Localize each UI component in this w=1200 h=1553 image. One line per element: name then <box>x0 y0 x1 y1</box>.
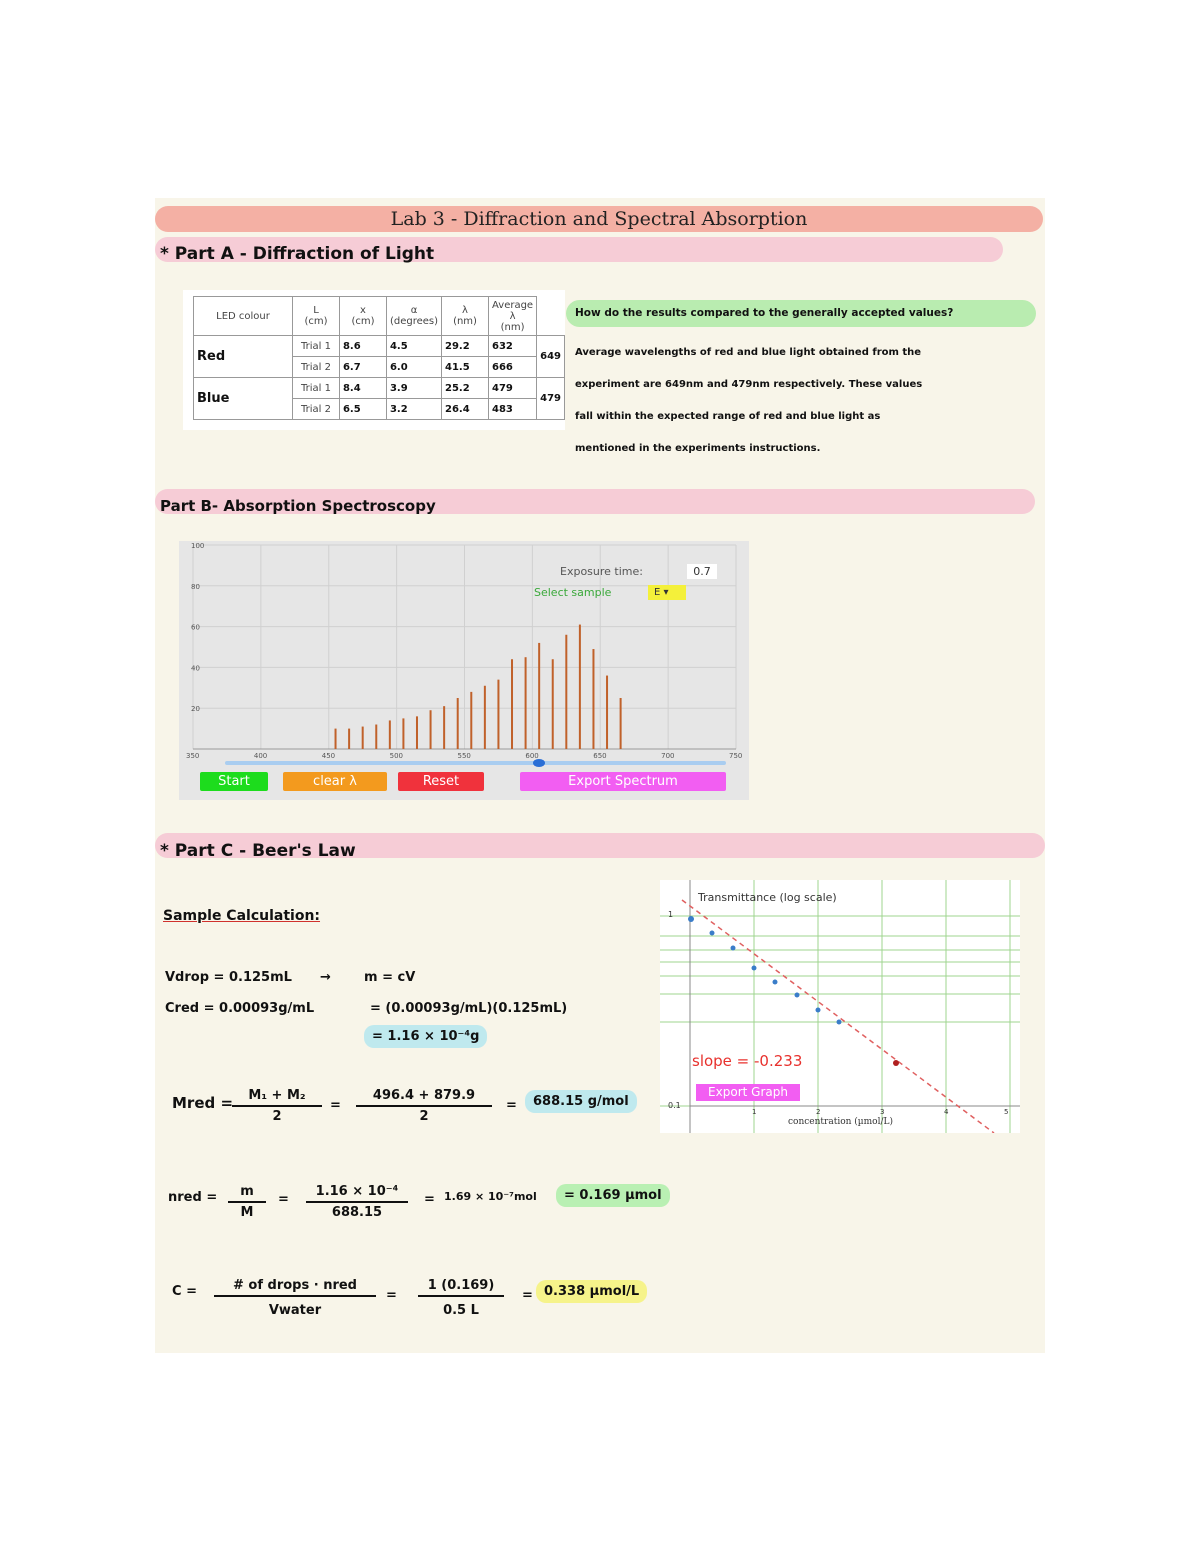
trans-chart-title: Transmittance (log scale) <box>698 891 837 904</box>
spectrum-bar <box>565 635 567 749</box>
equals-sign: = <box>506 1098 517 1113</box>
spectrum-bar <box>375 725 377 749</box>
equals-sign: = <box>278 1192 289 1207</box>
clear-lambda-button[interactable]: clear λ <box>283 772 387 791</box>
nred-result-1: 1.69 × 10⁻⁷mol <box>444 1190 537 1203</box>
spectrum-bar <box>525 657 527 749</box>
table-row: Blue Trial 1 8.4 3.9 25.2 479 479 <box>194 378 565 399</box>
spectrum-bar <box>402 718 404 749</box>
chevron-down-icon: ▾ <box>663 587 669 598</box>
y-tick-label: 80 <box>191 582 200 591</box>
mred-label: Mred = <box>172 1094 234 1112</box>
x-tick: 1 <box>752 1108 757 1116</box>
m-substitution: = (0.00093g/mL)(0.125mL) <box>370 1001 568 1016</box>
sample-calc-label: Sample Calculation: <box>163 908 321 924</box>
y-label-0-1: 0.1 <box>668 1101 681 1110</box>
th-avg: Average λ (nm) <box>489 297 537 336</box>
start-button[interactable]: Start <box>200 772 268 791</box>
answer-line: mentioned in the experiments instructions. <box>575 443 821 454</box>
vdrop-line: Vdrop = 0.125mL <box>165 970 292 985</box>
spectrum-bar <box>335 729 337 749</box>
spectrum-bar <box>552 659 554 749</box>
wavelength-slider-handle <box>533 759 545 767</box>
x-tick: 2 <box>816 1108 821 1116</box>
nred-label: nred = <box>168 1190 218 1205</box>
spectrum-chart <box>179 541 749 800</box>
answer-text <box>575 337 1035 465</box>
table-row: Trial 2 6.5 3.2 26.4 483 <box>194 399 565 420</box>
x-tick-label: 600 <box>525 752 539 760</box>
x-axis-label: concentration (µmol/L) <box>788 1117 893 1127</box>
export-graph-button[interactable]: Export Graph <box>696 1084 800 1101</box>
spectrum-bar <box>538 643 540 749</box>
spectrum-bar <box>579 625 581 749</box>
spectrum-bar <box>470 692 472 749</box>
spectrum-bar <box>484 686 486 749</box>
spectrum-bar <box>606 676 608 749</box>
y-tick-label: 100 <box>191 542 205 550</box>
arrow-symbol: → <box>320 970 331 985</box>
x-tick-label: 350 <box>186 752 200 760</box>
c-fraction-1: # of drops · nred Vwater <box>214 1278 376 1318</box>
m-result: = 1.16 × 10⁻⁴g <box>364 1025 487 1048</box>
title-banner <box>155 206 1043 232</box>
answer-line: experiment are 649nm and 479nm respectively. These values <box>575 379 923 390</box>
slope-label: slope = -0.233 <box>692 1052 803 1070</box>
table-row: Trial 2 6.7 6.0 41.5 666 <box>194 357 565 378</box>
spectrum-bar <box>389 720 391 749</box>
spectrum-bar <box>416 716 418 749</box>
answer-line: Average wavelengths of red and blue light obtained from the <box>575 347 922 358</box>
y-tick-label: 40 <box>191 664 200 673</box>
x-tick-label: 750 <box>729 752 743 760</box>
cred-line: Cred = 0.00093g/mL <box>165 1001 315 1016</box>
th-l: L (cm) <box>292 297 339 336</box>
equals-sign: = <box>330 1098 341 1113</box>
equals-sign: = <box>424 1192 435 1207</box>
y-tick-label: 60 <box>191 623 200 632</box>
equals-sign: = <box>522 1288 533 1303</box>
nred-fraction-1: m M <box>228 1184 266 1220</box>
transmittance-chart <box>660 880 1020 1133</box>
th-alpha: α (degrees) <box>386 297 441 336</box>
th-lambda: λ (nm) <box>442 297 489 336</box>
x-tick-label: 550 <box>457 752 471 760</box>
c-label: C = <box>172 1284 197 1299</box>
led-table <box>193 296 565 420</box>
x-tick-label: 400 <box>253 752 268 760</box>
part-c-heading: * Part C - Beer's Law <box>160 841 356 861</box>
page-title: Lab 3 - Diffraction and Spectral Absorption <box>390 208 808 230</box>
equals-sign: = <box>386 1288 397 1303</box>
x-tick-label: 700 <box>661 752 675 760</box>
spectrum-bar <box>443 706 445 749</box>
spectrum-bar <box>592 649 594 749</box>
question-text: How do the results compared to the generally accepted values? <box>575 307 954 319</box>
x-tick-label: 450 <box>321 752 336 760</box>
export-spectrum-button[interactable]: Export Spectrum <box>520 772 726 791</box>
spectrum-bar <box>457 698 459 749</box>
exposure-input[interactable]: 0.7 <box>687 564 717 579</box>
spectrum-bar <box>497 680 499 749</box>
sample-select[interactable]: E ▾ <box>648 585 686 600</box>
reset-button[interactable]: Reset <box>398 772 484 791</box>
th-x: x (cm) <box>339 297 386 336</box>
nred-fraction-2: 1.16 × 10⁻⁴ 688.15 <box>306 1184 408 1220</box>
spectrum-bar <box>348 729 350 749</box>
c-fraction-2: 1 (0.169) 0.5 L <box>418 1278 504 1318</box>
spectrum-simulator <box>179 541 749 800</box>
x-tick-label: 500 <box>389 752 403 760</box>
spectrum-bar <box>430 710 432 749</box>
spectrum-bar <box>620 698 622 749</box>
mred-result: 688.15 g/mol <box>525 1090 637 1113</box>
spectrum-bar <box>511 659 513 749</box>
x-tick-label: 650 <box>593 752 607 760</box>
mred-fraction-1: M₁ + M₂ 2 <box>232 1088 322 1124</box>
nred-result-2: = 0.169 µmol <box>556 1184 670 1207</box>
led-table-image <box>183 290 565 430</box>
x-tick: 5 <box>1004 1108 1009 1116</box>
answer-line: fall within the expected range of red and blue light as <box>575 411 881 422</box>
y-label-1: 1 <box>668 910 674 919</box>
c-result: 0.338 µmol/L <box>536 1280 647 1303</box>
exposure-label: Exposure time: <box>560 565 643 578</box>
spectrum-bar <box>362 727 364 749</box>
part-a-heading: * Part A - Diffraction of Light <box>160 244 435 264</box>
m-equation: m = cV <box>364 970 416 985</box>
table-row: Red Trial 1 8.6 4.5 29.2 632 649 <box>194 336 565 357</box>
x-tick: 3 <box>880 1108 885 1116</box>
mred-fraction-2: 496.4 + 879.9 2 <box>356 1088 492 1124</box>
x-tick: 4 <box>944 1108 949 1116</box>
part-b-heading: Part B- Absorption Spectroscopy <box>160 497 436 515</box>
y-tick-label: 20 <box>191 705 200 714</box>
th-led: LED colour <box>194 297 293 336</box>
sample-label: Select sample <box>534 586 612 599</box>
